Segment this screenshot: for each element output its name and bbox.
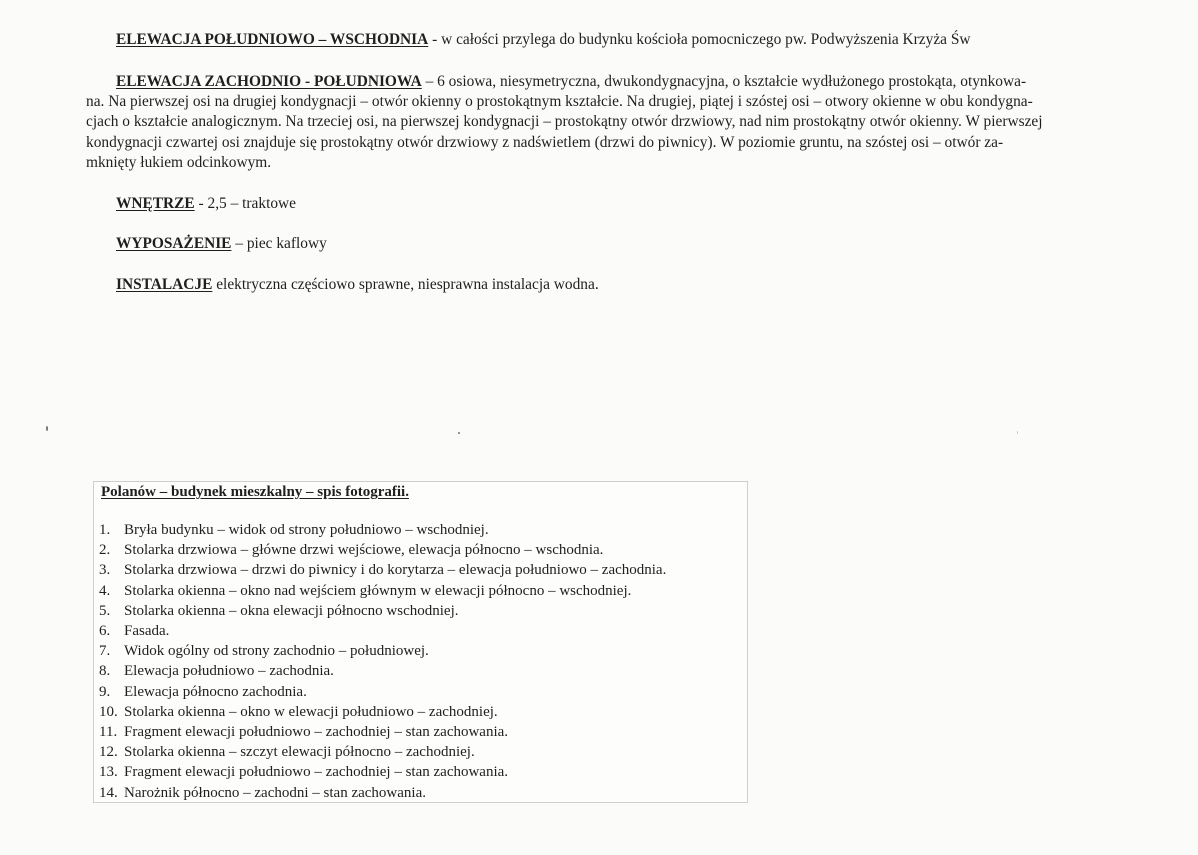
photo-item-text: Stolarka drzwiowa – główne drzwi wejściowe, elewacja północno – wschodnia. bbox=[124, 542, 604, 559]
section-installations bbox=[116, 275, 599, 295]
photo-item-text: Stolarka okienna – okno nad wejściem głównym w elewacji północno – wschodniej. bbox=[124, 582, 632, 599]
photo-item-number: 9. bbox=[99, 683, 111, 700]
photo-item-number: 13. bbox=[99, 764, 118, 781]
photo-list bbox=[99, 520, 666, 803]
section-text: - w całości przylega do budynku kościoła pomocniczego pw. Podwyższenia Krzyża Św bbox=[428, 31, 971, 48]
section-heading: ELEWACJA ZACHODNIO - POŁUDNIOWA bbox=[116, 73, 422, 90]
section-heading: WNĘTRZE bbox=[116, 195, 195, 212]
photo-item-text: Fragment elewacji południowo – zachodniej – stan zachowania. bbox=[124, 764, 509, 781]
photo-list-item bbox=[99, 702, 666, 722]
photo-item-number: 7. bbox=[99, 643, 111, 660]
photo-list-item bbox=[99, 762, 666, 782]
paragraph-line: na. Na pierwszej osi na drugiej kondygnacji – otwór okienny o prostokątnym kształcie. Na drugiej, piątej i szóstej osi – otwory okienne w obu kondygna- bbox=[86, 93, 1033, 111]
photo-item-text: Bryła budynku – widok od strony południowo – wschodniej. bbox=[124, 522, 489, 538]
section-equipment bbox=[116, 234, 327, 254]
section-text: elektryczna częściowo sprawne, niesprawna instalacja wodna. bbox=[212, 276, 599, 293]
photo-list-item bbox=[99, 742, 666, 762]
photo-list-item bbox=[99, 520, 666, 540]
section-text: – piec kaflowy bbox=[231, 235, 327, 252]
photo-item-text: Stolarka okienna – okna elewacji północno wschodniej. bbox=[124, 602, 459, 619]
photo-item-text: Stolarka drzwiowa – drzwi do piwnicy i do korytarza – elewacja południowo – zachodnia. bbox=[124, 562, 667, 579]
photo-list-item bbox=[99, 560, 666, 580]
section-interior bbox=[116, 194, 296, 214]
scan-speck bbox=[46, 426, 48, 431]
photo-item-text: Elewacja południowo – zachodnia. bbox=[124, 663, 334, 680]
section-heading: WYPOSAŻENIE bbox=[116, 235, 232, 252]
photo-item-text: Fasada. bbox=[124, 623, 170, 640]
photo-item-text: Elewacja północno zachodnia. bbox=[124, 683, 307, 700]
photo-list-item bbox=[99, 581, 666, 601]
section-elevation-westsouth bbox=[86, 72, 1156, 173]
photo-item-number: 5. bbox=[99, 602, 111, 619]
section-text: – 6 osiowa, niesymetryczna, dwukondygnacyjna, o kształcie wydłużonego prostokąta, otynkowa- bbox=[421, 73, 1027, 90]
paragraph-line: kondygnacji czwartej osi znajduje się prostokątny otwór drzwiowy z nadświetlem (drzwi do piwnicy). W poziomie gruntu, na szóstej osi – otwór za- bbox=[86, 133, 1004, 151]
photo-list-item bbox=[99, 601, 666, 621]
photo-list-item bbox=[99, 661, 666, 681]
photo-item-text: Stolarka okienna – okno w elewacji południowo – zachodniej. bbox=[124, 703, 498, 720]
scan-speck bbox=[1017, 431, 1018, 434]
photo-item-text: Narożnik północno – zachodni – stan zachowania. bbox=[124, 784, 426, 801]
photo-list-title: Polanów – budynek mieszkalny – spis fotografii. bbox=[101, 484, 409, 500]
photo-item-number: 11. bbox=[99, 724, 118, 741]
photo-item-number: 2. bbox=[99, 542, 111, 559]
section-heading: ELEWACJA POŁUDNIOWO – WSCHODNIA bbox=[116, 31, 429, 48]
paragraph-line: mknięty łukiem odcinkowym. bbox=[86, 153, 272, 171]
section-elevation-southeast bbox=[86, 30, 1156, 50]
photo-list-item bbox=[99, 641, 666, 661]
scan-speck bbox=[458, 432, 460, 434]
photo-list-item bbox=[99, 682, 666, 702]
section-heading: INSTALACJE bbox=[116, 276, 213, 293]
photo-item-text: Fragment elewacji południowo – zachodniej – stan zachowania. bbox=[124, 724, 509, 741]
photo-list-item bbox=[99, 722, 666, 742]
photo-item-text: Stolarka okienna – szczyt elewacji północno – zachodniej. bbox=[124, 744, 475, 761]
photo-item-number: 8. bbox=[99, 663, 111, 680]
photo-list-item bbox=[99, 621, 666, 641]
photo-list-item bbox=[99, 783, 666, 803]
photo-item-number: 6. bbox=[99, 623, 111, 640]
photo-list-box bbox=[93, 481, 748, 803]
photo-list-item bbox=[99, 540, 666, 560]
photo-item-number: 1. bbox=[99, 522, 111, 538]
photo-item-number: 14. bbox=[99, 784, 118, 801]
photo-item-number: 3. bbox=[99, 562, 111, 579]
photo-item-number: 4. bbox=[99, 582, 111, 599]
photo-item-number: 12. bbox=[99, 744, 118, 761]
photo-item-number: 10. bbox=[99, 703, 118, 720]
photo-item-text: Widok ogólny od strony zachodnio – południowej. bbox=[124, 643, 429, 660]
section-text: - 2,5 – traktowe bbox=[194, 195, 296, 212]
paragraph-line: cjach o kształcie analogicznym. Na trzeciej osi, na pierwszej kondygnacji – prostokątny otwór drzwiowy, nad nim prostokątny otwór okienny. W pierwszej bbox=[86, 113, 1043, 131]
